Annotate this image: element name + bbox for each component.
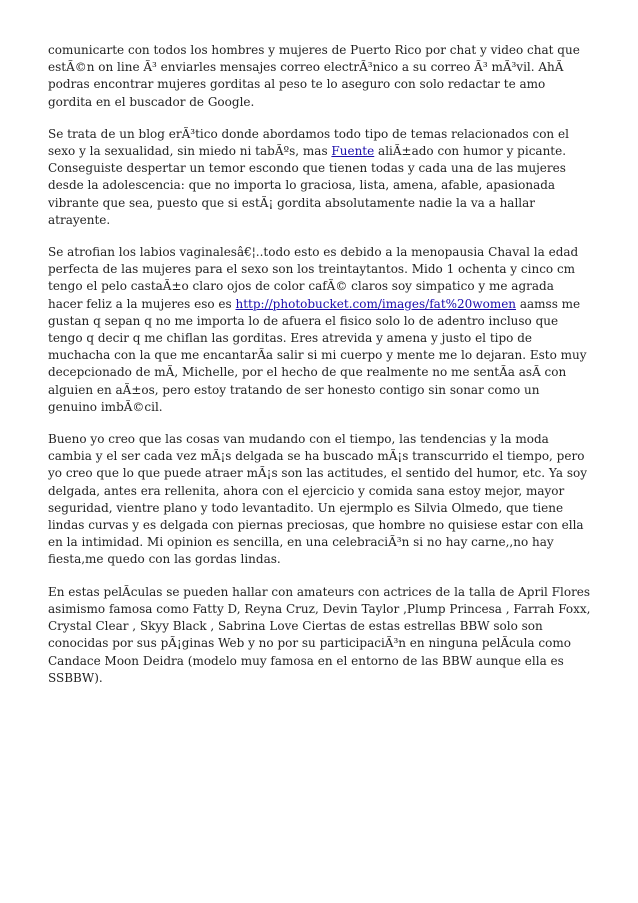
photobucket-link[interactable]: http://photobucket.com/images/fat%20women: [235, 296, 517, 311]
paragraph-2: [48, 126, 592, 229]
paragraph-text: En estas pelÃculas se pueden hallar con amateurs con actrices de la talla de April Flores asimismo famosa como Fatty D, Reyna Cruz, Devin Taylor ,Plump Princesa , Farrah Foxx, Crystal Clear , Skyy Black , Sabrina Love Ciertas de estas estrellas BBW solo son conocidas por sus pÃ¡ginas Web y no por su participaciÃ³n en ninguna pelÃcula como Candace Moon Deidra (modelo muy famosa en el entorno de las BBW aunque ella es SSBBW).: [48, 584, 591, 685]
paragraph-3: [48, 244, 592, 416]
paragraph-text: aliÃ±ado con humor y picante. Conseguiste despertar un temor escondo que tienen todas y cada una de las mujeres desde la adolescencia: que no importa lo graciosa, lista, amena, afable, apasionada vibrante que sea, puesto que si estÃ¡ gordita absolutamente nadie la va a hallar atrayente.: [48, 144, 567, 227]
document-page: [48, 42, 592, 702]
paragraph-text: Bueno yo creo que las cosas van mudando con el tiempo, las tendencias y la moda cambia y el ser cada vez mÃ¡s delgada se ha buscado mÃ¡s transcurrido el tiempo, pero yo creo que lo que puede atraer mÃ¡s son las actitudes, el sentido del humor, etc. Ya soy delgada, antes era rellenita, ahora con el ejercicio y comida sana estoy mejor, mayor seguridad, vientre plano y todo levantadito. Un ejermplo es Silvia Olmedo, que tiene lindas curvas y es delgada con piernas preciosas, que hombre no quisiese estar con ella en la intimidad. Mi opinion es sencilla, en una celebraciÃ³n si no hay carne,,no hay fiesta,me quedo con las gordas lindas.: [48, 432, 588, 567]
fuente-link[interactable]: Fuente: [331, 144, 375, 159]
paragraph-text: Se atrofian los labios vaginalesâ€¦..todo esto es debido a la menopausia Chaval la edad perfecta de las mujeres para el sexo son los treintaytantos. Mido 1 ochenta y cinco cm tengo el pelo castaÃ±o claro ojos de color cafÃ© claros soy simpatico y me agrada hacer feliz a la mujeres eso es: [48, 245, 579, 311]
paragraph-text: comunicarte con todos los hombres y mujeres de Puerto Rico por chat y video chat que estÃ©n on line Ã³ enviarles mensajes correo electrÃ³nico a su correo Ã³ mÃ³vil. AhÃ podras encontrar mujeres gorditas al peso te lo aseguro con solo redactar te amo gordita en el buscador de Google.: [48, 43, 580, 109]
paragraph-1: [48, 42, 592, 111]
paragraph-text: Se trata de un blog erÃ³tico donde abordamos todo tipo de temas relacionados con el sexo y la sexualidad, sin miedo ni tabÃºs, mas: [48, 126, 569, 159]
paragraph-4: [48, 431, 592, 569]
paragraph-5: [48, 584, 592, 687]
paragraph-text: aamss me gustan q sepan q no me importa lo de afuera el fisico solo lo de adentro incluso que tengo q decir q me chiflan las gorditas. Eres atrevida y amena y justo el tipo de muchacha con la que me encantarÃa salir si mi cuerpo y mente me lo dejaran. Esto muy decepcionado de mÃ, Michelle, por el hecho de que realmente no me sentÃa asÃ con alguien en aÃ±os, pero estoy tratando de ser honesto contigo sin sonar como un genuino imbÃ©cil.: [48, 296, 587, 414]
